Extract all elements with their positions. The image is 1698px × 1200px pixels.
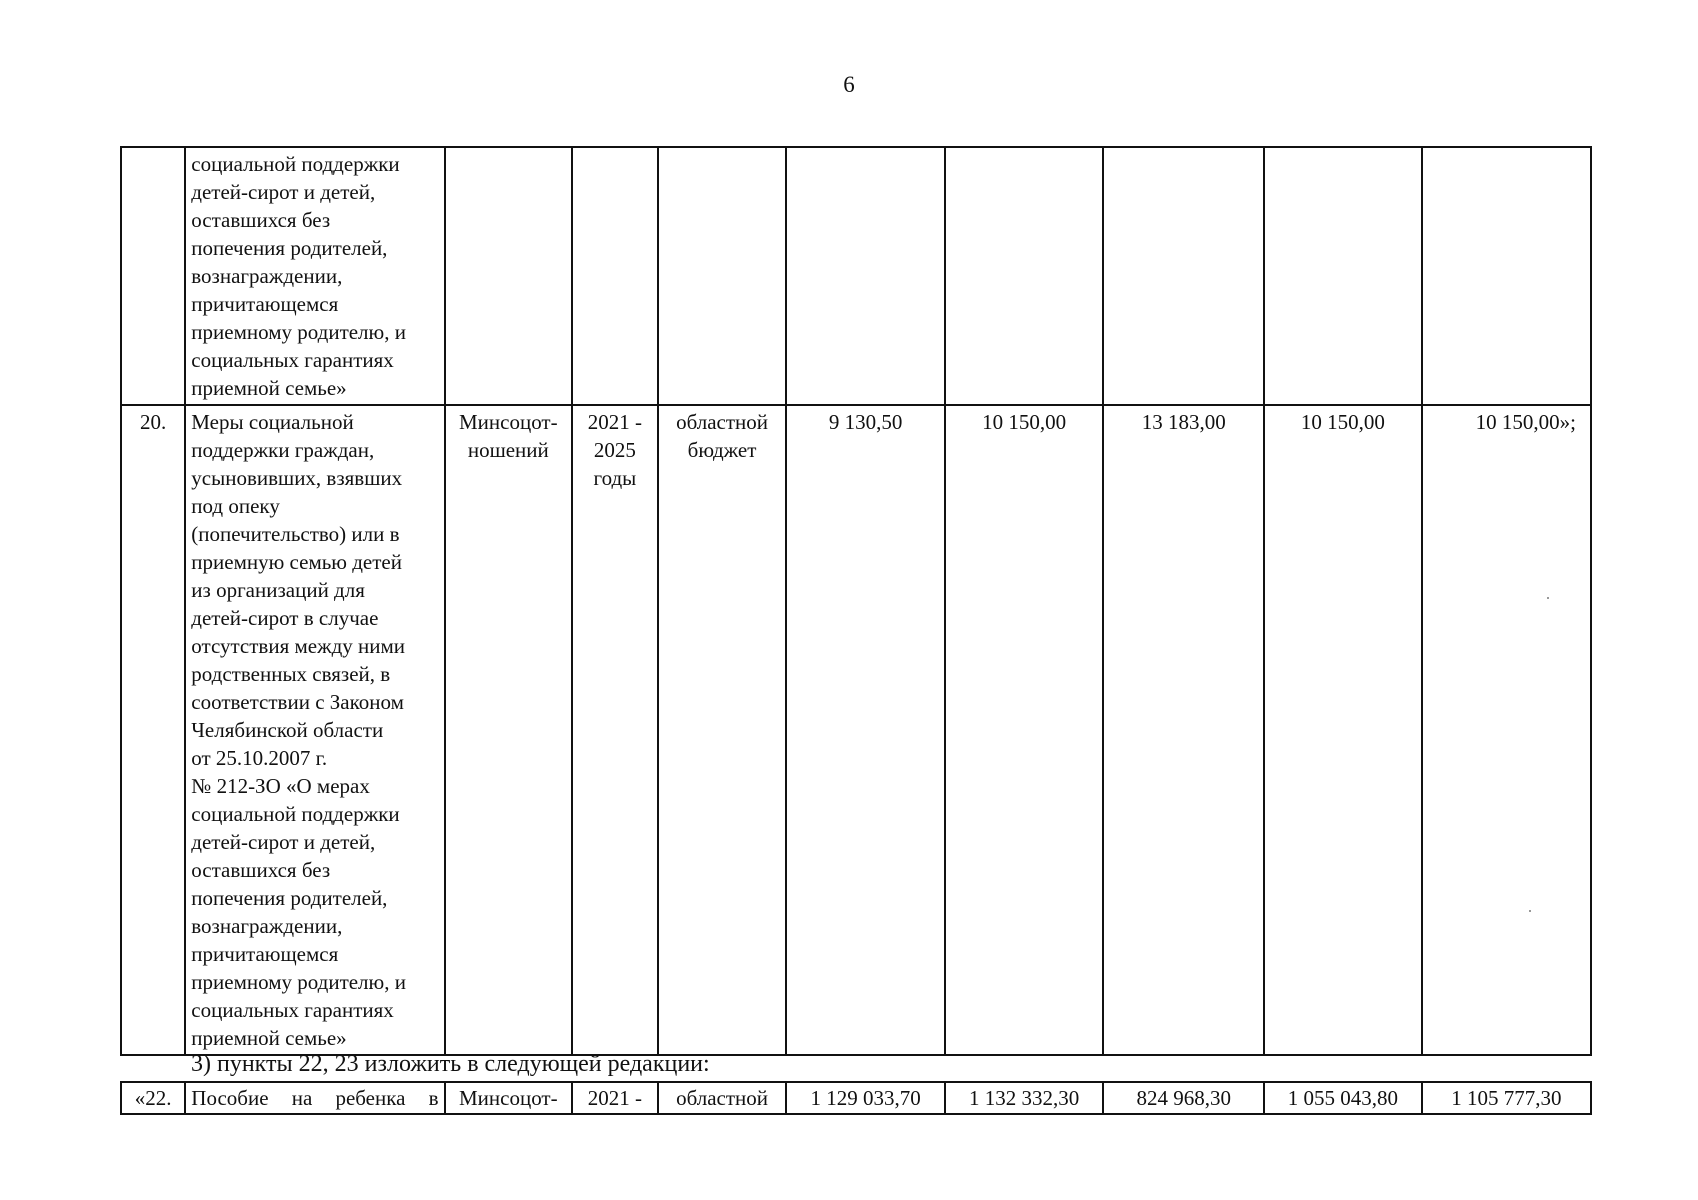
- cell-measure-name: [185, 405, 444, 1055]
- cell-number: [121, 147, 185, 405]
- text-line: вознаграждении,: [191, 264, 343, 288]
- cell-value: 1 129 033,70: [786, 1082, 945, 1114]
- cell-value: [1422, 147, 1591, 405]
- cell-value: 9 130,50: [786, 405, 945, 1055]
- cell-value: 13 183,00: [1103, 405, 1264, 1055]
- text-line: социальной поддержки: [191, 802, 400, 826]
- text-line: Челябинской области: [191, 718, 384, 742]
- amendment-instruction: 3) пункты 22, 23 изложить в следующей редакции:: [191, 1051, 710, 1077]
- cell-period: [572, 147, 658, 405]
- text-line: от 25.10.2007 г.: [191, 746, 328, 770]
- scan-speck: [1547, 597, 1549, 599]
- text-line: приемную семью детей: [191, 550, 402, 574]
- cell-measure-name: [185, 147, 444, 405]
- text-line: попечения родителей,: [191, 236, 388, 260]
- text-line: из организаций для: [191, 578, 365, 602]
- text-line: социальных гарантиях: [191, 348, 394, 372]
- text-line: 2025: [593, 438, 636, 462]
- text-line: соответствии с Законом: [191, 690, 404, 714]
- text-line: 2021 -: [587, 410, 643, 434]
- text-line: под опеку: [191, 494, 280, 518]
- cell-value: 10 150,00: [945, 405, 1104, 1055]
- text-line: попечения родителей,: [191, 886, 388, 910]
- cell-value: [1103, 147, 1264, 405]
- table-row-22: [121, 1082, 1591, 1114]
- cell-number: 20.: [121, 405, 185, 1055]
- cell-value: 1 132 332,30: [945, 1082, 1104, 1114]
- text-line: детей-сирот в случае: [191, 606, 379, 630]
- text-line: приемной семье»: [191, 376, 347, 400]
- cell-value: 1 105 777,30: [1422, 1082, 1591, 1114]
- text-line: причитающемся: [191, 292, 339, 316]
- cell-value: [945, 147, 1104, 405]
- text-line: причитающемся: [191, 942, 339, 966]
- text-line: родственных связей, в: [191, 662, 391, 686]
- text-line: детей-сирот и детей,: [191, 830, 376, 854]
- cell-source: областной: [658, 1082, 787, 1114]
- cell-period: [572, 405, 658, 1055]
- cell-executor: [445, 405, 572, 1055]
- text-line: приемной семье»: [191, 1026, 347, 1050]
- cell-source: [658, 405, 787, 1055]
- text-line: (попечительство) или в: [191, 522, 400, 546]
- program-measures-table-continued: [120, 1081, 1592, 1115]
- text-line: усыновивших, взявших: [191, 466, 403, 490]
- text-line: поддержки граждан,: [191, 438, 375, 462]
- table-row-20: [121, 405, 1591, 1055]
- cell-number: «22.: [121, 1082, 185, 1114]
- text-line: ношений: [467, 438, 549, 462]
- page-number: 6: [843, 72, 855, 97]
- text-line: бюджет: [687, 438, 757, 462]
- text-line: Минсоцот-: [459, 410, 558, 434]
- text-line: областной: [676, 410, 768, 434]
- cell-period: 2021 -: [572, 1082, 658, 1114]
- text-line: социальной поддержки: [191, 152, 400, 176]
- cell-value: 1 055 043,80: [1264, 1082, 1422, 1114]
- cell-measure-name: Пособие на ребенка в: [185, 1082, 444, 1114]
- scan-speck: [1529, 910, 1531, 912]
- cell-executor: [445, 147, 572, 405]
- cell-value: 10 150,00»;: [1422, 405, 1591, 1055]
- cell-value: 824 968,30: [1103, 1082, 1264, 1114]
- table-row-continuation: [121, 147, 1591, 405]
- cell-executor: Минсоцот-: [445, 1082, 572, 1114]
- cell-value: 10 150,00: [1264, 405, 1422, 1055]
- text-line: приемному родителю, и: [191, 970, 406, 994]
- text-line: приемному родителю, и: [191, 320, 406, 344]
- cell-source: [658, 147, 787, 405]
- text-line: социальных гарантиях: [191, 998, 394, 1022]
- text-line: № 212-ЗО «О мерах: [191, 774, 370, 798]
- text-line: вознаграждении,: [191, 914, 343, 938]
- text-line: отсутствия между ними: [191, 634, 406, 658]
- text-line: детей-сирот и детей,: [191, 180, 376, 204]
- text-line: оставшихся без: [191, 858, 331, 882]
- text-line: оставшихся без: [191, 208, 331, 232]
- cell-value: [786, 147, 945, 405]
- program-measures-table: [120, 146, 1592, 1056]
- text-line: годы: [593, 466, 637, 490]
- text-line: Меры социальной: [191, 410, 354, 434]
- cell-value: [1264, 147, 1422, 405]
